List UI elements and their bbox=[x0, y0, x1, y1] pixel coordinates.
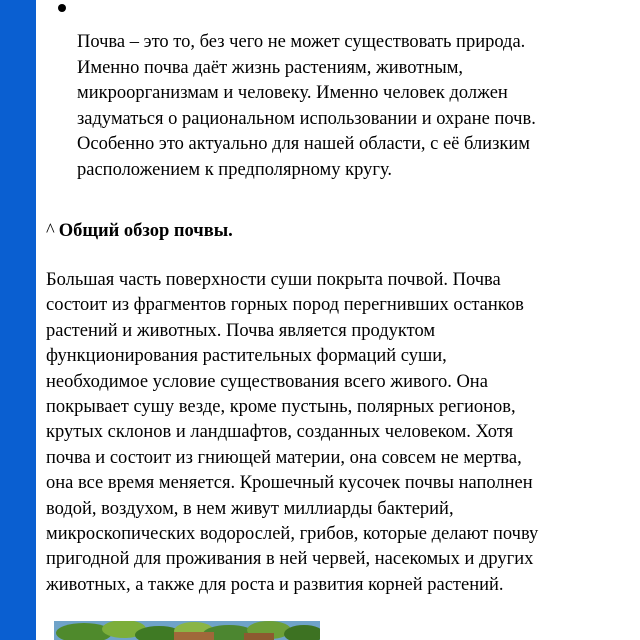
list-bullet bbox=[58, 4, 66, 12]
text-line: расположением к предполярному кругу. bbox=[77, 159, 392, 180]
section-heading bbox=[46, 219, 233, 244]
text-line: микроскопических водорослей, грибов, которые делают почву bbox=[46, 524, 539, 545]
text-line: необходимое условие существования всего живого. Она bbox=[46, 371, 488, 392]
text-line: состоит из фрагментов горных пород перегнивших останков bbox=[46, 295, 524, 316]
text-line: Особенно это актуально для нашей области, с её близким bbox=[77, 134, 530, 155]
left-blue-bar bbox=[0, 0, 36, 640]
soil-illustration-image bbox=[54, 621, 320, 640]
text-line: микроорганизмам и человеку. Именно человек должен bbox=[77, 83, 508, 104]
text-line: пригодной для проживания в ней червей, насекомых и других bbox=[46, 549, 534, 570]
text-line: покрывает сушу везде, кроме пустынь, полярных регионов, bbox=[46, 397, 516, 418]
collapse-caret-icon[interactable]: ^ bbox=[46, 221, 55, 241]
text-line: крутых склонов и ландшафтов, созданных человеком. Хотя bbox=[46, 422, 514, 443]
text-line: она все время меняется. Крошечный кусочек почвы наполнен bbox=[46, 473, 533, 494]
intro-paragraph bbox=[77, 30, 617, 184]
text-line: задуматься о рациональном использовании и охране почв. bbox=[77, 108, 536, 129]
text-line: Почва – это то, без чего не может существовать природа. bbox=[77, 32, 526, 52]
text-line: Большая часть поверхности суши покрыта почвой. Почва bbox=[46, 270, 501, 290]
text-line: животных, а также для роста и развития корней растений. bbox=[46, 574, 504, 595]
text-line: растений и животных. Почва является продуктом bbox=[46, 320, 436, 341]
text-line: функционирования растительных формаций суши, bbox=[46, 346, 447, 367]
section-title: Общий обзор почвы. bbox=[58, 221, 233, 241]
body-paragraph bbox=[46, 268, 626, 598]
text-line: водой, воздухом, в нем живут миллиарды бактерий, bbox=[46, 498, 454, 519]
text-line: почва и состоит из гниющей материи, она совсем не мертва, bbox=[46, 447, 522, 468]
text-line: Именно почва даёт жизнь растениям, животным, bbox=[77, 57, 464, 78]
